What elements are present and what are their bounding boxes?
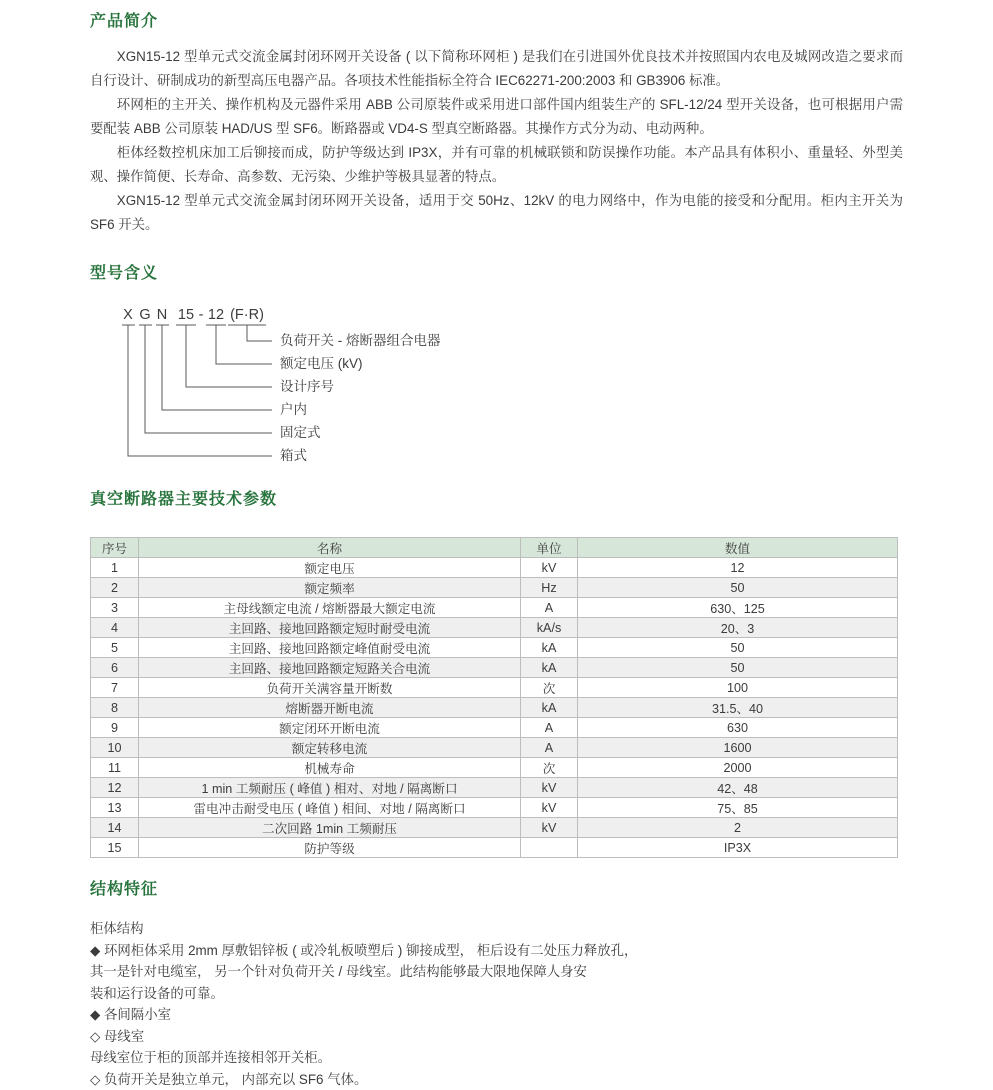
cell-unit: 次 [521, 678, 578, 698]
cell-value: 100 [578, 678, 898, 698]
cell-unit: kA [521, 698, 578, 718]
cell-name: 雷电冲击耐受电压 ( 峰值 ) 相间、对地 / 隔离断口 [139, 798, 521, 818]
table-row [91, 818, 898, 838]
cell-index: 9 [91, 718, 139, 738]
cell-index: 1 [91, 558, 139, 578]
model-number-diagram [120, 303, 540, 469]
intro-paragraph: XGN15-12 型单元式交流金属封闭环网开关设备 ( 以下简称环网柜 ) 是我们在引进国外优良技术并按照国内农电及城网改造之要求而自行设计、研制成功的新型高压电器产品。各项技术性能指标全符合 IEC62271-200:2003 和 GB3906 标准。 [90, 45, 903, 93]
model-token: 15 [178, 307, 194, 323]
cell-name: 主回路、接地回路额定短路关合电流 [139, 658, 521, 678]
model-token: G [139, 307, 150, 323]
model-meaning-heading: 型号含义 [90, 260, 903, 283]
table-row [91, 718, 898, 738]
section-structure-features [90, 876, 903, 1090]
structure-heading: 结构特征 [90, 876, 903, 899]
cell-value: 42、48 [578, 778, 898, 798]
connector-line [186, 325, 272, 387]
table-row [91, 598, 898, 618]
cell-index: 12 [91, 778, 139, 798]
cell-name: 额定闭环开断电流 [139, 718, 521, 738]
column-header: 数值 [578, 538, 898, 558]
cell-value: 75、85 [578, 798, 898, 818]
cell-index: 6 [91, 658, 139, 678]
column-header: 名称 [139, 538, 521, 558]
model-token: X [123, 307, 133, 323]
structure-line: 母线室位于柜的顶部并连接相邻开关柜。 [90, 1047, 903, 1069]
cell-index: 4 [91, 618, 139, 638]
cell-unit: kV [521, 798, 578, 818]
product-intro-heading: 产品简介 [90, 8, 903, 31]
cell-name: 二次回路 1min 工频耐压 [139, 818, 521, 838]
cell-value: 20、3 [578, 618, 898, 638]
cell-index: 13 [91, 798, 139, 818]
cell-unit: kA/s [521, 618, 578, 638]
table-header-row [91, 538, 898, 558]
cell-value: 2000 [578, 758, 898, 778]
cell-index: 7 [91, 678, 139, 698]
model-token: N [157, 307, 167, 323]
cell-name: 主母线额定电流 / 熔断器最大额定电流 [139, 598, 521, 618]
parameters-heading: 真空断路器主要技术参数 [90, 486, 903, 509]
table-row [91, 758, 898, 778]
section-technical-parameters [90, 486, 903, 858]
model-label: 户内 [280, 401, 307, 417]
cell-index: 10 [91, 738, 139, 758]
cell-value: 31.5、40 [578, 698, 898, 718]
table-row [91, 838, 898, 858]
cell-unit: 次 [521, 758, 578, 778]
intro-paragraph: 环网柜的主开关、操作机构及元器件采用 ABB 公司原装件或采用进口部件国内组装生产的 SFL-12/24 型开关设备，也可根据用户需要配装 ABB 公司原装 HAD/US 型 SF6。断路器或 VD4-S 型真空断路器。其操作方式分为动、电动两种。 [90, 93, 903, 141]
cell-unit: A [521, 598, 578, 618]
structure-line: ◇ 负荷开关是独立单元， 内部充以 SF6 气体。 [90, 1069, 903, 1090]
cell-index: 8 [91, 698, 139, 718]
cell-value: 50 [578, 658, 898, 678]
cell-name: 机械寿命 [139, 758, 521, 778]
cell-index: 2 [91, 578, 139, 598]
connector-line [162, 325, 272, 410]
structure-line: 其一是针对电缆室， 另一个针对负荷开关 / 母线室。此结构能够最大限地保障人身安 [90, 961, 903, 983]
cell-value: 630、125 [578, 598, 898, 618]
cell-value: IP3X [578, 838, 898, 858]
cell-unit: Hz [521, 578, 578, 598]
cell-value: 2 [578, 818, 898, 838]
cell-unit: kA [521, 658, 578, 678]
column-header: 单位 [521, 538, 578, 558]
cell-name: 额定转移电流 [139, 738, 521, 758]
cell-value: 12 [578, 558, 898, 578]
intro-paragraph: 柜体经数控机床加工后铆接而成，防护等级达到 IP3X，并有可靠的机械联锁和防误操作功能。本产品具有体积小、重量轻、外型美观、操作简便、长寿命、高参数、无污染、少维护等极具显著的特点。 [90, 141, 903, 189]
structure-line: ◆ 各间隔小室 [90, 1004, 903, 1026]
table-row [91, 698, 898, 718]
model-label: 固定式 [280, 425, 321, 440]
cell-value: 50 [578, 578, 898, 598]
table-row [91, 738, 898, 758]
cell-value: 1600 [578, 738, 898, 758]
cell-name: 额定频率 [139, 578, 521, 598]
cell-name: 主回路、接地回路额定峰值耐受电流 [139, 638, 521, 658]
structure-line: 装和运行设备的可靠。 [90, 983, 903, 1005]
connector-line [128, 325, 272, 456]
section-product-intro [90, 8, 903, 237]
cell-unit: kA [521, 638, 578, 658]
cell-name: 熔断器开断电流 [139, 698, 521, 718]
cell-index: 14 [91, 818, 139, 838]
parameters-table [90, 537, 898, 858]
table-row [91, 798, 898, 818]
cell-index: 11 [91, 758, 139, 778]
intro-paragraph: XGN15-12 型单元式交流金属封闭环网开关设备，适用于交 50Hz、12kV 的电力网络中，作为电能的接受和分配用。柜内主开关为 SF6 开关。 [90, 189, 903, 237]
cell-unit: kV [521, 818, 578, 838]
structure-line: ◇ 母线室 [90, 1026, 903, 1048]
table-row [91, 658, 898, 678]
table-row [91, 778, 898, 798]
cell-name: 防护等级 [139, 838, 521, 858]
model-token: 12 [208, 307, 224, 323]
model-token: (F·R) [230, 307, 264, 323]
cell-value: 630 [578, 718, 898, 738]
model-label: 额定电压 (kV) [280, 355, 363, 371]
table-row [91, 678, 898, 698]
column-header: 序号 [91, 538, 139, 558]
model-label: 箱式 [280, 448, 307, 463]
structure-text [90, 918, 903, 1090]
cell-index: 3 [91, 598, 139, 618]
cell-unit: kV [521, 558, 578, 578]
cell-unit: A [521, 718, 578, 738]
cell-unit [521, 838, 578, 858]
structure-line: ◆ 环网柜体采用 2mm 厚敷铝锌板 ( 或冷轧板喷塑后 ) 铆接成型， 柜后设有二处压力释放孔， [90, 940, 903, 962]
connector-line [247, 325, 272, 341]
model-label: 负荷开关 - 熔断器组合电器 [280, 332, 441, 348]
model-label: 设计序号 [280, 378, 334, 394]
table-row [91, 638, 898, 658]
section-model-meaning [90, 260, 903, 469]
table-row [91, 578, 898, 598]
cell-index: 5 [91, 638, 139, 658]
table-row [91, 558, 898, 578]
cell-unit: kV [521, 778, 578, 798]
model-token: - [199, 307, 204, 323]
cell-index: 15 [91, 838, 139, 858]
table-row [91, 618, 898, 638]
cell-name: 1 min 工频耐压 ( 峰值 ) 相对、对地 / 隔离断口 [139, 778, 521, 798]
structure-line: 柜体结构 [90, 918, 903, 940]
product-intro-paragraphs [90, 45, 903, 237]
connector-line [216, 325, 272, 364]
cell-value: 50 [578, 638, 898, 658]
cell-name: 负荷开关满容量开断数 [139, 678, 521, 698]
cell-unit: A [521, 738, 578, 758]
cell-name: 主回路、接地回路额定短时耐受电流 [139, 618, 521, 638]
cell-name: 额定电压 [139, 558, 521, 578]
